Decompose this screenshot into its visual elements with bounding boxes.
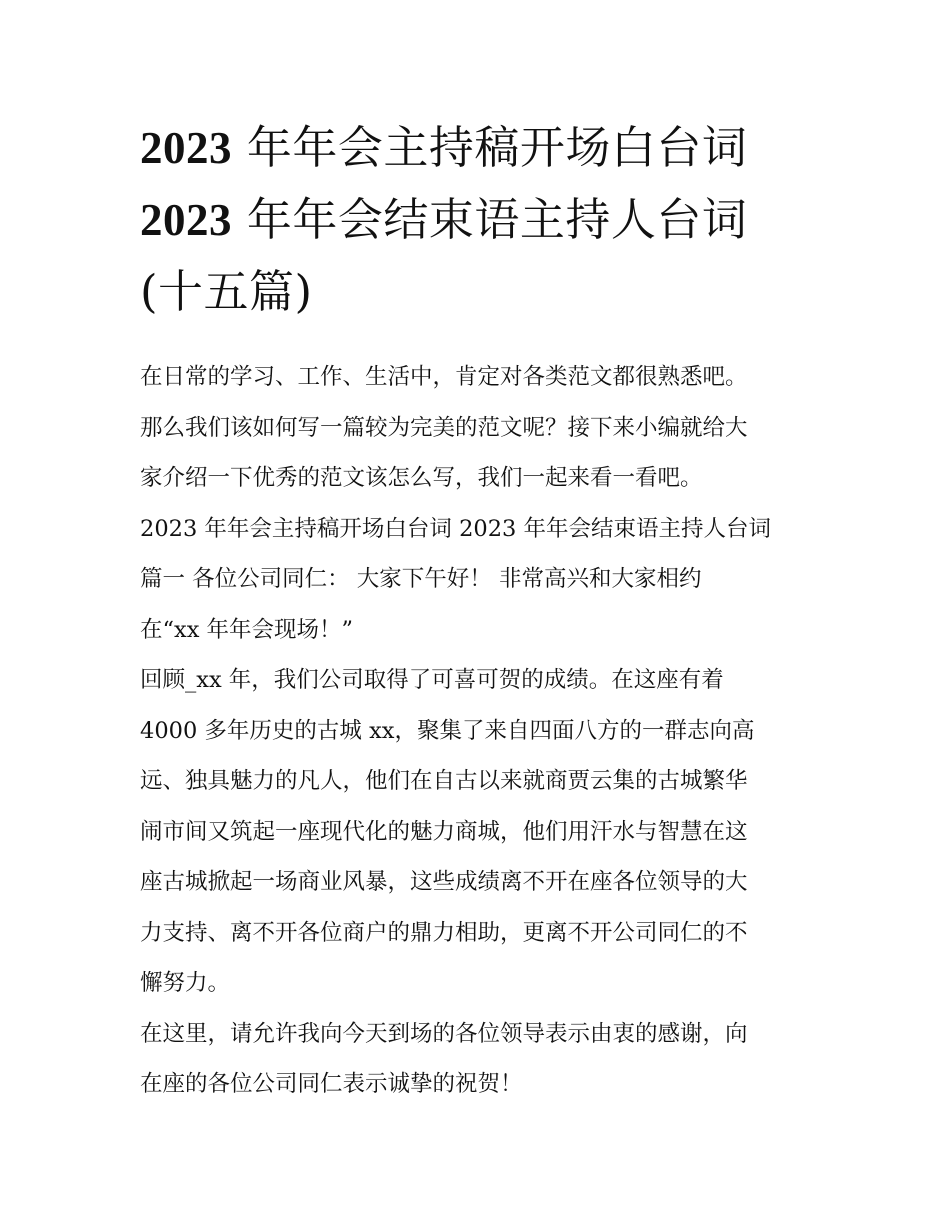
body-line: 家介绍一下优秀的范文该怎么写，我们一起来看一看吧。: [140, 465, 703, 491]
body-line: 座古城掀起一场商业风暴，这些成绩离不开在座各位领导的大: [140, 869, 748, 895]
body-line: 在“xx 年年会现场！”: [140, 616, 354, 643]
title-text: 年年会结束语主持人台词: [246, 193, 748, 246]
body-line: 2023 年年会主持稿开场白台词 2023 年年会结束语主持人台词: [140, 515, 771, 542]
body-line: 篇一 各位公司同仁： 大家下午好！ 非常高兴和大家相约: [140, 566, 702, 592]
body-line: 远、独具魅力的凡人，他们在自古以来就商贾云集的古城繁华: [140, 768, 748, 794]
title-text: (十五篇): [140, 265, 313, 318]
document-title: [140, 112, 820, 327]
body-line: 在座的各位公司同仁表示诚挚的祝贺！: [140, 1071, 523, 1097]
body-line: 力支持、离不开各位商户的鼎力相助，更离不开公司同仁的不: [140, 919, 748, 946]
document-body: [140, 352, 820, 1110]
body-line: 4000 多年历史的古城 xx，聚集了来自四面八方的一群志向高: [140, 717, 755, 744]
title-line-2: [140, 184, 820, 256]
body-line: 在日常的学习、工作、生活中，肯定对各类范文都很熟悉吧。: [140, 364, 748, 390]
body-line: 那么我们该如何写一篇较为完美的范文呢？接下来小编就给大: [140, 414, 748, 441]
title-year: 2023: [140, 195, 232, 245]
title-text: 年年会主持稿开场白台词: [246, 121, 748, 174]
body-line: 在这里，请允许我向今天到场的各位领导表示由衷的感谢，向: [140, 1020, 748, 1047]
title-year: 2023: [140, 123, 232, 173]
title-line-3: [140, 256, 820, 327]
title-line-1: [140, 112, 820, 184]
body-line: 回顾_xx 年，我们公司取得了可喜可贺的成绩。在这座有着: [140, 667, 724, 693]
body-line: 闹市间又筑起一座现代化的魅力商城，他们用汗水与智慧在这: [140, 818, 748, 845]
body-line: 懈努力。: [140, 970, 231, 996]
document-page: [140, 112, 820, 1110]
